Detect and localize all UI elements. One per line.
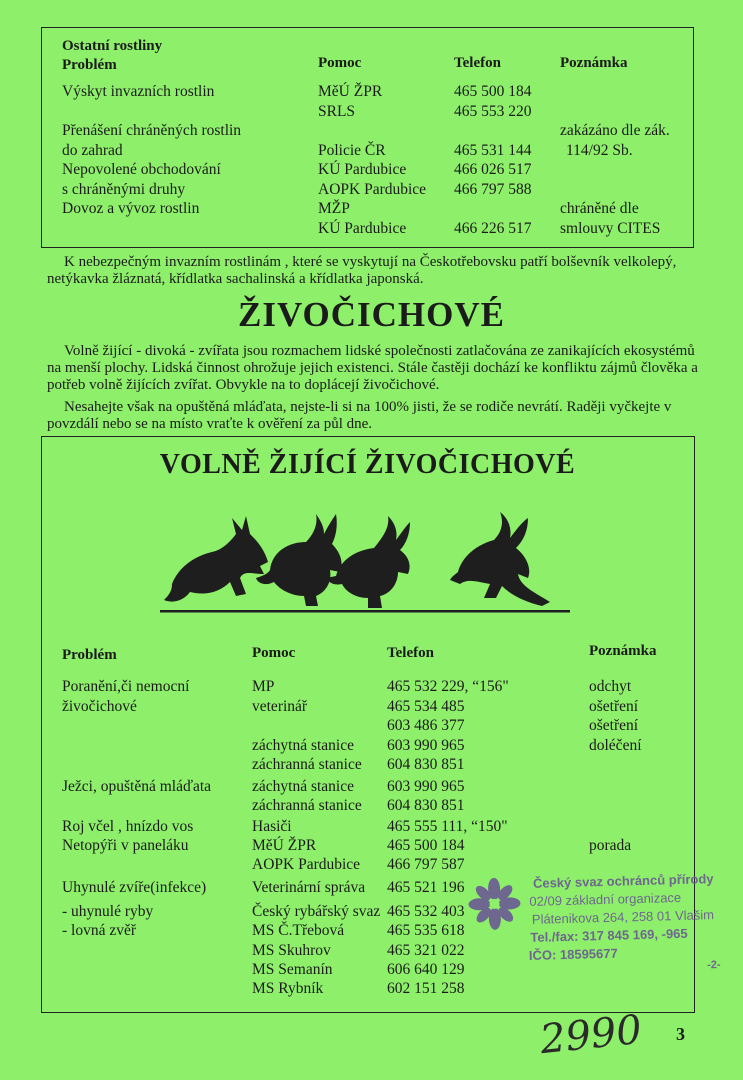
wild-header-phone: Telefon bbox=[387, 645, 434, 661]
wild-cell-problem: Poranění,či nemocní bbox=[62, 678, 190, 695]
plants-cell-phone: 466 797 588 bbox=[454, 180, 532, 198]
plants-header-phone: Telefon bbox=[454, 55, 501, 71]
plants-cell-note: smlouvy CITES bbox=[560, 219, 661, 237]
wild-header-problem: Problém bbox=[62, 647, 117, 663]
wild-cell-note: porada bbox=[589, 837, 632, 854]
wild-cell-phone: 604 830 851 bbox=[387, 797, 465, 814]
plants-cell-help: MěÚ ŽPR bbox=[318, 83, 383, 100]
wild-cell-problem: Uhynulé zvíře(infekce) bbox=[62, 879, 207, 896]
wild-cell-help: záchytná stanice bbox=[252, 778, 354, 795]
stamp-line-4: Tel./fax: 317 845 169, -965 bbox=[530, 925, 688, 945]
wild-cell-help: Veterinární správa bbox=[252, 879, 366, 896]
wild-header-help: Pomoc bbox=[252, 645, 296, 661]
wild-cell-phone: 606 640 129 bbox=[387, 961, 465, 978]
wild-cell-note: ošetření bbox=[589, 698, 639, 715]
wild-cell-problem: - lovná zvěř bbox=[62, 922, 137, 939]
wild-cell-help: MS Skuhrov bbox=[252, 942, 331, 959]
plants-cell-phone: 466 226 517 bbox=[454, 219, 532, 237]
wild-cell-problem: živočichové bbox=[62, 698, 137, 715]
wild-cell-help: záchranná stanice bbox=[252, 797, 362, 814]
plants-header-note: Poznámka bbox=[560, 55, 628, 71]
wild-cell-phone: 602 151 258 bbox=[387, 980, 465, 997]
handwritten-number: 2990 bbox=[537, 1006, 644, 1064]
stamp-side-mark: -2- bbox=[707, 958, 721, 972]
wild-cell-help: záchytná stanice bbox=[252, 737, 354, 754]
wild-cell-help: MS Semanín bbox=[252, 961, 333, 978]
wild-cell-phone: 465 521 196 bbox=[387, 879, 465, 896]
page-number: 3 bbox=[676, 1024, 685, 1044]
wild-cell-phone: 603 486 377 bbox=[387, 717, 465, 734]
animals-paragraph-1: Volně žijící - divoká - zvířata jsou rozmachem lidské společnosti zatlačována ze zanikajících ekosystémů na menší plochy. Lidská činnost ohrožuje jejich existenci. Stále častěji dochází ke konfliktu zájmů člověka a potřeb volně žijících zvířat. Obvykle na to doplácejí živočichové. bbox=[47, 343, 698, 393]
wild-cell-problem: Ježci, opuštěná mláďata bbox=[62, 778, 212, 795]
plants-cell-problem: Výskyt invazních rostlin bbox=[62, 83, 215, 100]
plants-cell-problem: s chráněnými druhy bbox=[62, 180, 186, 198]
wild-cell-problem: - uhynulé ryby bbox=[62, 903, 154, 920]
flower-logo-icon bbox=[467, 876, 522, 931]
plants-header-problem: Problém bbox=[62, 57, 117, 73]
plants-cell-help: Policie ČR bbox=[318, 141, 386, 159]
plants-cell-help: AOPK Pardubice bbox=[318, 180, 427, 198]
animals-title: ŽIVOČICHOVÉ bbox=[237, 295, 505, 334]
wild-cell-help: MP bbox=[252, 678, 275, 695]
wild-cell-help: MS Rybník bbox=[252, 980, 324, 997]
invasive-plants-text: K nebezpečným invazním rostlinám , které se vyskytují na Českotřebovsku patří bolševník velkolepý, netýkavka žláznatá, křídlatka sachalinská a křídlatka japonská. bbox=[47, 254, 677, 287]
plants-section-title: Ostatní rostliny bbox=[62, 38, 163, 54]
organization-stamp bbox=[467, 868, 740, 975]
wild-cell-note: doléčení bbox=[589, 737, 642, 754]
wild-cell-phone: 465 532 403 bbox=[387, 903, 465, 920]
stamp-line-3: Plátenikova 264, 258 01 Vlašim bbox=[531, 907, 715, 927]
ground-line bbox=[160, 610, 570, 613]
plants-cell-help: KÚ Pardubice bbox=[318, 161, 407, 178]
wild-cell-phone: 466 797 587 bbox=[387, 856, 465, 873]
wild-animals-title: VOLNĚ ŽIJÍCÍ ŽIVOČICHOVÉ bbox=[159, 449, 576, 480]
plants-cell-phone: 466 026 517 bbox=[454, 161, 532, 178]
plants-cell-note: zakázáno dle zák. bbox=[560, 122, 670, 139]
plants-cell-problem: do zahrad bbox=[62, 141, 123, 159]
wild-cell-phone: 603 990 965 bbox=[387, 778, 465, 795]
plants-header-help: Pomoc bbox=[318, 55, 362, 71]
wild-cell-phone: 465 500 184 bbox=[387, 837, 465, 854]
wild-cell-phone: 465 321 022 bbox=[387, 942, 465, 959]
plants-cell-phone: 465 531 144 bbox=[454, 141, 532, 159]
plants-cell-help: KÚ Pardubice bbox=[318, 219, 407, 237]
plants-cell-problem: Přenášení chráněných rostlin bbox=[62, 122, 242, 139]
wild-cell-phone: 465 532 229, “156" bbox=[387, 678, 509, 695]
animals-paragraph-2: Nesahejte však na opuštěná mláďata, nejste-li si na 100% jisti, že se rodiče nevrátí. Raději vyčkejte v povzdálí nebo se na místo vraťte k ověření za půl dne. bbox=[47, 399, 672, 432]
stamp-line-2: 02/09 základní organizace bbox=[529, 889, 682, 909]
wild-cell-help: MS Č.Třebová bbox=[252, 922, 345, 939]
plants-cell-phone: 465 553 220 bbox=[454, 102, 532, 120]
plants-cell-problem: Dovoz a vývoz rostlin bbox=[62, 200, 200, 217]
plants-cell-note: chráněné dle bbox=[560, 200, 639, 217]
wild-cell-help: MěÚ ŽPR bbox=[252, 837, 317, 854]
wild-cell-problem: Roj včel , hnízdo vos bbox=[62, 818, 194, 835]
hare-silhouette-2 bbox=[256, 514, 342, 606]
wild-cell-phone: 465 535 618 bbox=[387, 922, 465, 939]
hare-silhouette-1 bbox=[164, 516, 268, 602]
stamp-line-1: Český svaz ochránců přírody bbox=[532, 871, 714, 891]
wild-cell-help: Český rybářský svaz bbox=[252, 903, 381, 920]
wild-cell-help: Hasiči bbox=[252, 818, 292, 835]
wild-cell-phone: 465 555 111, “150" bbox=[387, 818, 508, 835]
hare-silhouette-4 bbox=[450, 512, 550, 606]
wild-cell-help: záchranná stanice bbox=[252, 756, 362, 773]
wild-cell-problem: Netopýři v paneláku bbox=[62, 837, 189, 854]
wild-cell-phone: 465 534 485 bbox=[387, 698, 465, 715]
wild-cell-note: ošetření bbox=[589, 717, 639, 734]
plants-cell-note: 114/92 Sb. bbox=[566, 141, 633, 159]
wild-cell-help: AOPK Pardubice bbox=[252, 856, 361, 873]
plants-cell-phone: 465 500 184 bbox=[454, 83, 532, 100]
wild-header-note: Poznámka bbox=[589, 643, 657, 659]
plants-cell-problem: Nepovolené obchodování bbox=[62, 161, 221, 178]
plants-cell-help: SRLS bbox=[318, 102, 356, 120]
wild-cell-note: odchyt bbox=[589, 678, 632, 695]
wild-cell-help: veterinář bbox=[252, 698, 308, 715]
stamp-line-5: IČO: 18595677 bbox=[528, 945, 618, 963]
wild-cell-phone: 604 830 851 bbox=[387, 756, 465, 773]
running-hares-illustration bbox=[160, 512, 570, 614]
wild-cell-phone: 603 990 965 bbox=[387, 737, 465, 754]
plants-cell-help: MŽP bbox=[318, 200, 350, 217]
